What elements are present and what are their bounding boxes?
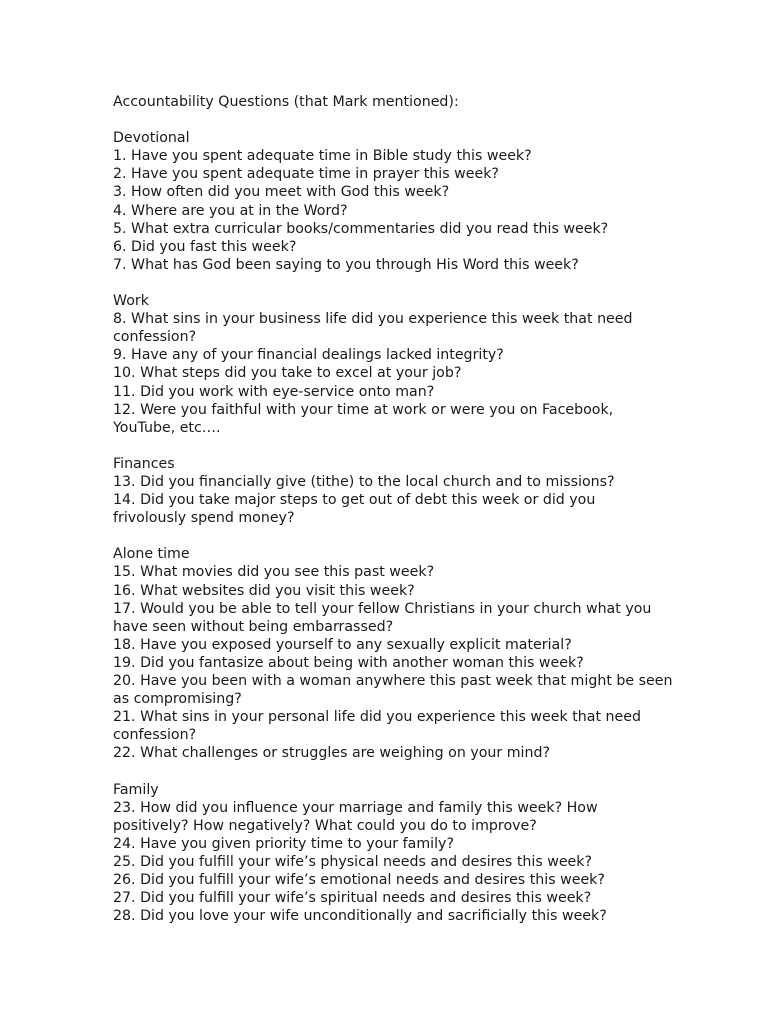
section-heading: Work — [113, 293, 149, 310]
question-list — [113, 310, 673, 437]
section-heading: Devotional — [113, 130, 190, 147]
section-heading: Alone time — [113, 546, 190, 563]
question-item: 10. What steps did you take to excel at your job? — [113, 365, 462, 382]
question-item: 14. Did you take major steps to get out of debt this week or did you frivolously spend money? — [113, 492, 596, 527]
question-list — [113, 563, 673, 762]
question-item: 4. Where are you at in the Word? — [113, 202, 348, 219]
question-item: 11. Did you work with eye-service onto man? — [113, 383, 435, 400]
section-finances — [113, 455, 673, 527]
question-item: 13. Did you financially give (tithe) to the local church and to missions? — [113, 473, 615, 490]
question-item: 15. What movies did you see this past week? — [113, 564, 435, 581]
question-item: 8. What sins in your business life did you experience this week that need confession? — [113, 311, 633, 346]
question-item: 26. Did you fulfill your wife’s emotional needs and desires this week? — [113, 872, 605, 889]
document-title: Accountability Questions (that Mark mentioned): — [113, 94, 459, 110]
question-item: 22. What challenges or struggles are weighing on your mind? — [113, 745, 551, 762]
section-work — [113, 292, 673, 437]
question-item: 25. Did you fulfill your wife’s physical needs and desires this week? — [113, 853, 593, 870]
question-item: 24. Have you given priority time to your family? — [113, 835, 454, 852]
question-item: 12. Were you faithful with your time at work or were you on Facebook, YouTube, etc…. — [113, 401, 614, 436]
question-item: 21. What sins in your personal life did you experience this week that need confession? — [113, 709, 641, 744]
question-item: 3. How often did you meet with God this week? — [113, 184, 450, 201]
question-item: 9. Have any of your financial dealings lacked integrity? — [113, 347, 504, 364]
question-item: 7. What has God been saying to you through His Word this week? — [113, 256, 579, 273]
question-item: 18. Have you exposed yourself to any sexually explicit material? — [113, 636, 572, 653]
question-item: 19. Did you fantasize about being with another woman this week? — [113, 654, 584, 671]
section-heading: Finances — [113, 455, 175, 472]
question-item: 1. Have you spent adequate time in Bible study this week? — [113, 148, 532, 165]
section-family — [113, 781, 673, 926]
question-item: 23. How did you influence your marriage and family this week? How positively? How negatively? What could you do to improve? — [113, 799, 598, 834]
question-item: 27. Did you fulfill your wife’s spiritual needs and desires this week? — [113, 890, 592, 907]
question-item: 16. What websites did you visit this week? — [113, 582, 415, 599]
section-heading: Family — [113, 781, 159, 798]
document-body — [113, 93, 673, 943]
question-item: 28. Did you love your wife unconditionally and sacrificially this week? — [113, 908, 607, 925]
question-item: 20. Have you been with a woman anywhere this past week that might be seen as compromising? — [113, 673, 673, 708]
question-item: 5. What extra curricular books/commentaries did you read this week? — [113, 220, 609, 237]
question-item: 6. Did you fast this week? — [113, 238, 297, 255]
question-item: 2. Have you spent adequate time in prayer this week? — [113, 166, 499, 183]
question-list — [113, 473, 673, 527]
section-devotional — [113, 129, 673, 274]
question-list — [113, 799, 673, 926]
question-item: 17. Would you be able to tell your fellow Christians in your church what you have seen without being embarrassed? — [113, 600, 652, 635]
section-alone-time — [113, 545, 673, 762]
question-list — [113, 147, 673, 274]
